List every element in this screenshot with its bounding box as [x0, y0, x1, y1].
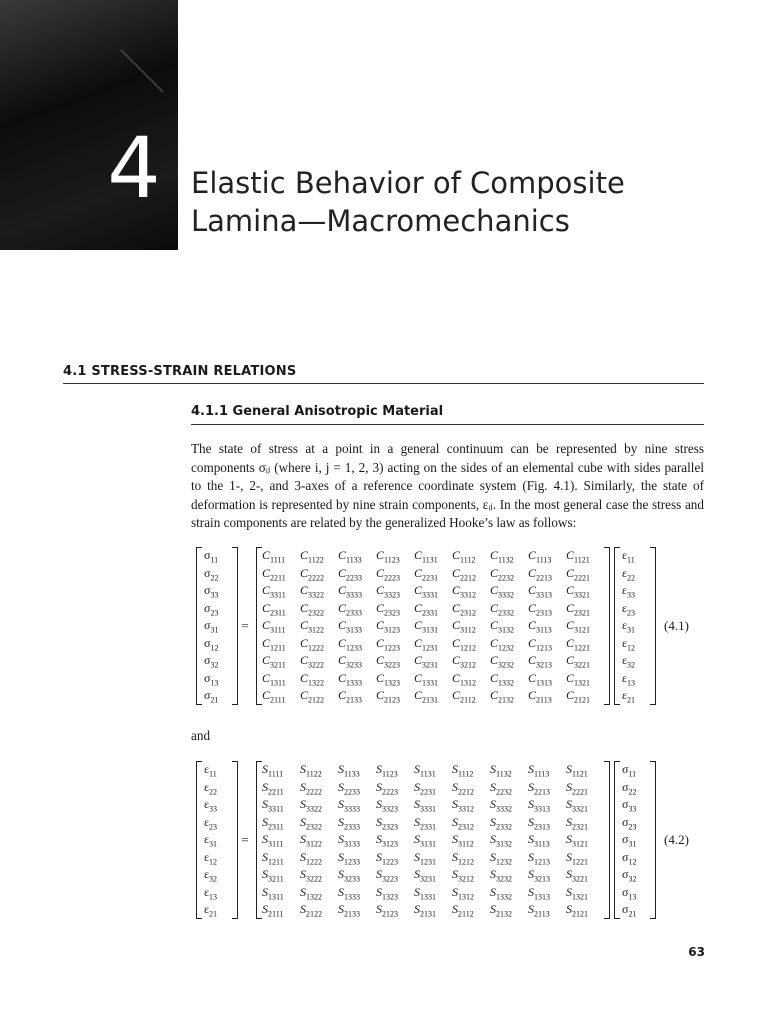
matrix-entry: $C_{1123}$ — [376, 548, 400, 565]
matrix-entry: $C_{3212}$ — [452, 653, 477, 670]
vector-entry: $\varepsilon_{23}$ — [622, 600, 636, 617]
matrix-entry: $S_{2123}$ — [376, 902, 398, 919]
matrix-entry: $S_{2322}$ — [300, 814, 322, 831]
matrix-entry: $S_{3323}$ — [376, 797, 398, 814]
matrix-entry: $C_{1322}$ — [300, 670, 325, 687]
matrix-entry: $S_{1231}$ — [414, 849, 436, 866]
vector-entry: $\varepsilon_{31}$ — [204, 832, 218, 849]
equation-4-1 — [196, 547, 708, 705]
vector-entry: $\sigma_{13}$ — [622, 884, 637, 901]
matrix-entry: $C_{1311}$ — [262, 670, 286, 687]
matrix-entry: $C_{1131}$ — [414, 548, 438, 565]
matrix-entry: $C_{3331}$ — [414, 583, 439, 600]
matrix-entry: $C_{1122}$ — [300, 548, 324, 565]
vector-entry: $\varepsilon_{31}$ — [622, 618, 636, 635]
matrix-entry: $C_{3111}$ — [262, 618, 286, 635]
equation-4-2 — [196, 761, 708, 919]
matrix-entry: $C_{1121}$ — [566, 548, 590, 565]
matrix-entry: $C_{2332}$ — [490, 600, 515, 617]
vector-entry: $\varepsilon_{13}$ — [622, 670, 636, 687]
matrix-entry: $C_{3312}$ — [452, 583, 477, 600]
matrix-entry: $S_{3331}$ — [414, 797, 436, 814]
matrix-entry: $C_{1221}$ — [566, 635, 591, 652]
matrix-entry: $C_{1212}$ — [452, 635, 477, 652]
matrix-entry: $S_{3111}$ — [262, 832, 284, 849]
chapter-title-line-2: Lamina—Macromechanics — [191, 204, 570, 238]
matrix-entry: $C_{1233}$ — [338, 635, 363, 652]
matrix-entry: $C_{2222}$ — [300, 565, 325, 582]
matrix-entry: $S_{1133}$ — [338, 762, 360, 779]
matrix-entry: $C_{1232}$ — [490, 635, 515, 652]
vector-entry: $\sigma_{33}$ — [622, 797, 637, 814]
vector-entry: $\sigma_{23}$ — [622, 814, 637, 831]
matrix-entry: $S_{1232}$ — [490, 849, 512, 866]
matrix-entry: $S_{2211}$ — [262, 779, 284, 796]
chapter-opener-block — [0, 0, 178, 250]
vector-entry: $\sigma_{31}$ — [204, 618, 219, 635]
matrix-entry: $S_{1223}$ — [376, 849, 398, 866]
matrix-entry: $C_{3332}$ — [490, 583, 515, 600]
vector-entry: $\sigma_{21}$ — [622, 902, 637, 919]
matrix-entry: $S_{1222}$ — [300, 849, 322, 866]
matrix-entry: $C_{3223}$ — [376, 653, 401, 670]
matrix-entry: $C_{2113}$ — [528, 688, 552, 705]
matrix-entry: $S_{3313}$ — [528, 797, 550, 814]
matrix-entry: $S_{1113}$ — [528, 762, 550, 779]
matrix-entry: $S_{1112}$ — [452, 762, 474, 779]
vector-entry: $\varepsilon_{23}$ — [204, 814, 218, 831]
vector-entry: $\varepsilon_{33}$ — [622, 583, 636, 600]
matrix-entry: $S_{2313}$ — [528, 814, 550, 831]
matrix-entry: $S_{2232}$ — [490, 779, 512, 796]
matrix-entry: $C_{3311}$ — [262, 583, 286, 600]
vector-entry: $\sigma_{12}$ — [204, 635, 219, 652]
matrix-entry: $C_{3323}$ — [376, 583, 401, 600]
vector-entry: $\sigma_{33}$ — [204, 583, 219, 600]
page-number: 63 — [688, 945, 705, 959]
vector-entry: $\sigma_{22}$ — [204, 565, 219, 582]
matrix-entry: $C_{2123}$ — [376, 688, 401, 705]
matrix-entry: $S_{1312}$ — [452, 884, 474, 901]
matrix-entry: $C_{3233}$ — [338, 653, 363, 670]
matrix-entry: $S_{1313}$ — [528, 884, 550, 901]
vector-entry: $\varepsilon_{12}$ — [622, 635, 636, 652]
stiffness-matrix — [256, 547, 610, 705]
matrix-entry: $S_{3321}$ — [566, 797, 588, 814]
vector-entry: $\sigma_{31}$ — [622, 832, 637, 849]
matrix-entry: $S_{1211}$ — [262, 849, 284, 866]
matrix-entry: $S_{2132}$ — [490, 902, 512, 919]
matrix-entry: $C_{3222}$ — [300, 653, 325, 670]
vector-entry: $\varepsilon_{33}$ — [204, 797, 218, 814]
matrix-entry: $C_{2133}$ — [338, 688, 363, 705]
matrix-entry: $C_{2333}$ — [338, 600, 363, 617]
stress-vector — [196, 547, 238, 705]
vector-entry: $\sigma_{32}$ — [204, 653, 219, 670]
matrix-entry: $S_{2221}$ — [566, 779, 588, 796]
matrix-entry: $C_{2231}$ — [414, 565, 439, 582]
vector-entry: $\sigma_{21}$ — [204, 688, 219, 705]
matrix-entry: $S_{2311}$ — [262, 814, 284, 831]
matrix-entry: $C_{2312}$ — [452, 600, 477, 617]
matrix-entry: $C_{2322}$ — [300, 600, 325, 617]
matrix-entry: $S_{1123}$ — [376, 762, 398, 779]
matrix-entry: $C_{3131}$ — [414, 618, 439, 635]
matrix-entry: $S_{1221}$ — [566, 849, 588, 866]
matrix-entry: $C_{1323}$ — [376, 670, 401, 687]
matrix-entry: $C_{1332}$ — [490, 670, 515, 687]
matrix-entry: $C_{3333}$ — [338, 583, 363, 600]
matrix-entry: $S_{2233}$ — [338, 779, 360, 796]
matrix-entry: $S_{1111}$ — [262, 762, 284, 779]
chapter-number: 4 — [107, 119, 161, 217]
matrix-entry: $C_{1333}$ — [338, 670, 363, 687]
section-heading: 4.1 STRESS-STRAIN RELATIONS — [63, 364, 704, 384]
matrix-entry: $C_{3121}$ — [566, 618, 591, 635]
matrix-entry: $S_{3132}$ — [490, 832, 512, 849]
matrix-entry: $S_{3223}$ — [376, 867, 398, 884]
vector-entry: $\varepsilon_{11}$ — [204, 762, 217, 779]
matrix-entry: $C_{1112}$ — [452, 548, 476, 565]
matrix-entry: $S_{3322}$ — [300, 797, 322, 814]
matrix-entry: $S_{2333}$ — [338, 814, 360, 831]
matrix-entry: $C_{3113}$ — [528, 618, 552, 635]
equals-sign: = — [241, 617, 249, 633]
vector-entry: $\varepsilon_{22}$ — [622, 565, 636, 582]
matrix-entry: $S_{1331}$ — [414, 884, 436, 901]
matrix-entry: $S_{2121}$ — [566, 902, 588, 919]
vector-entry: $\varepsilon_{32}$ — [622, 653, 636, 670]
matrix-entry: $C_{1231}$ — [414, 635, 439, 652]
matrix-entry: $S_{2213}$ — [528, 779, 550, 796]
matrix-entry: $S_{3233}$ — [338, 867, 360, 884]
matrix-entry: $C_{2121}$ — [566, 688, 591, 705]
matrix-entry: $C_{2323}$ — [376, 600, 401, 617]
matrix-entry: $S_{2113}$ — [528, 902, 550, 919]
matrix-entry: $S_{1233}$ — [338, 849, 360, 866]
matrix-entry: $C_{3322}$ — [300, 583, 325, 600]
matrix-entry: $C_{2111}$ — [262, 688, 286, 705]
vector-entry: $\varepsilon_{11}$ — [622, 548, 635, 565]
matrix-entry: $S_{1132}$ — [490, 762, 512, 779]
equation-number: (4.1) — [664, 617, 689, 633]
vector-entry: $\varepsilon_{32}$ — [204, 867, 218, 884]
matrix-entry: $C_{2122}$ — [300, 688, 325, 705]
strain-vector — [196, 761, 238, 919]
matrix-entry: $S_{3311}$ — [262, 797, 284, 814]
matrix-entry: $C_{1331}$ — [414, 670, 439, 687]
vector-entry: $\sigma_{23}$ — [204, 600, 219, 617]
vector-entry: $\sigma_{12}$ — [622, 849, 637, 866]
matrix-entry: $S_{2133}$ — [338, 902, 360, 919]
matrix-entry: $C_{1213}$ — [528, 635, 553, 652]
matrix-entry: $S_{3213}$ — [528, 867, 550, 884]
matrix-entry: $C_{1222}$ — [300, 635, 325, 652]
compliance-matrix — [256, 761, 610, 919]
matrix-entry: $C_{2331}$ — [414, 600, 439, 617]
matrix-entry: $C_{2131}$ — [414, 688, 439, 705]
matrix-entry: $S_{3232}$ — [490, 867, 512, 884]
matrix-entry: $S_{3133}$ — [338, 832, 360, 849]
vector-entry: $\sigma_{22}$ — [622, 779, 637, 796]
matrix-entry: $S_{2323}$ — [376, 814, 398, 831]
matrix-entry: $S_{1323}$ — [376, 884, 398, 901]
matrix-entry: $S_{2122}$ — [300, 902, 322, 919]
strain-vector — [614, 547, 656, 705]
matrix-entry: $S_{3131}$ — [414, 832, 436, 849]
chapter-title-line-1: Elastic Behavior of Composite — [191, 166, 625, 200]
matrix-entry: $S_{3231}$ — [414, 867, 436, 884]
matrix-entry: $S_{3312}$ — [452, 797, 474, 814]
vector-entry: $\sigma_{13}$ — [204, 670, 219, 687]
matrix-entry: $S_{3222}$ — [300, 867, 322, 884]
matrix-entry: $C_{1321}$ — [566, 670, 591, 687]
matrix-entry: $C_{2212}$ — [452, 565, 477, 582]
matrix-entry: $S_{2332}$ — [490, 814, 512, 831]
matrix-entry: $C_{1133}$ — [338, 548, 362, 565]
matrix-entry: $C_{2311}$ — [262, 600, 286, 617]
matrix-entry: $S_{3332}$ — [490, 797, 512, 814]
matrix-entry: $C_{3213}$ — [528, 653, 553, 670]
matrix-entry: $C_{3132}$ — [490, 618, 515, 635]
matrix-entry: $C_{2132}$ — [490, 688, 515, 705]
matrix-entry: $C_{1113}$ — [528, 548, 552, 565]
matrix-entry: $C_{1111}$ — [262, 548, 286, 565]
body-paragraph: The state of stress at a point in a general continuum can be represented by nine stress components σᵢⱼ (where i, j = 1, 2, 3) acting on the sides of an elemental cube with sides parallel to the 1-, 2-, and 3-axes of a reference coordinate system (Fig. 4.1). Similarly, the state of deformation is represented by nine strain components, εᵢⱼ. In the most general case the stress and strain components are related by the generalized Hooke’s law as follows: — [191, 441, 704, 531]
matrix-entry: $C_{2321}$ — [566, 600, 591, 617]
matrix-entry: $S_{2231}$ — [414, 779, 436, 796]
vector-entry: $\varepsilon_{13}$ — [204, 884, 218, 901]
matrix-entry: $S_{3212}$ — [452, 867, 474, 884]
vector-entry: $\varepsilon_{21}$ — [204, 902, 218, 919]
vector-entry: $\sigma_{11}$ — [622, 762, 637, 779]
matrix-entry: $C_{3231}$ — [414, 653, 439, 670]
matrix-entry: $C_{3313}$ — [528, 583, 553, 600]
matrix-entry: $S_{3122}$ — [300, 832, 322, 849]
matrix-entry: $C_{2223}$ — [376, 565, 401, 582]
matrix-entry: $S_{3333}$ — [338, 797, 360, 814]
matrix-entry: $C_{1132}$ — [490, 548, 514, 565]
matrix-entry: $C_{3321}$ — [566, 583, 591, 600]
connector-word: and — [191, 728, 211, 743]
matrix-entry: $C_{1223}$ — [376, 635, 401, 652]
matrix-entry: $C_{3112}$ — [452, 618, 476, 635]
matrix-entry: $S_{3112}$ — [452, 832, 474, 849]
matrix-entry: $S_{2112}$ — [452, 902, 474, 919]
matrix-entry: $S_{1122}$ — [300, 762, 322, 779]
subsection-heading: 4.1.1 General Anisotropic Material — [191, 404, 704, 425]
matrix-entry: $C_{2313}$ — [528, 600, 553, 617]
matrix-entry: $S_{1121}$ — [566, 762, 588, 779]
chapter-title — [191, 164, 731, 240]
vector-entry: $\sigma_{32}$ — [622, 867, 637, 884]
matrix-entry: $S_{1212}$ — [452, 849, 474, 866]
matrix-entry: $C_{3232}$ — [490, 653, 515, 670]
matrix-entry: $C_{2233}$ — [338, 565, 363, 582]
equals-sign: = — [241, 831, 249, 847]
matrix-entry: $C_{3221}$ — [566, 653, 591, 670]
vector-entry: $\varepsilon_{22}$ — [204, 779, 218, 796]
matrix-entry: $S_{1322}$ — [300, 884, 322, 901]
matrix-entry: $S_{1131}$ — [414, 762, 436, 779]
matrix-entry: $C_{2213}$ — [528, 565, 553, 582]
matrix-entry: $S_{2212}$ — [452, 779, 474, 796]
matrix-entry: $C_{1313}$ — [528, 670, 553, 687]
matrix-entry: $S_{1332}$ — [490, 884, 512, 901]
matrix-entry: $S_{1333}$ — [338, 884, 360, 901]
matrix-entry: $S_{3123}$ — [376, 832, 398, 849]
matrix-entry: $S_{3221}$ — [566, 867, 588, 884]
matrix-entry: $S_{2131}$ — [414, 902, 436, 919]
matrix-entry: $C_{2232}$ — [490, 565, 515, 582]
matrix-entry: $C_{1312}$ — [452, 670, 477, 687]
matrix-entry: $S_{1311}$ — [262, 884, 284, 901]
matrix-entry: $C_{3123}$ — [376, 618, 401, 635]
matrix-entry: $S_{3211}$ — [262, 867, 284, 884]
matrix-entry: $S_{3121}$ — [566, 832, 588, 849]
matrix-entry: $S_{2312}$ — [452, 814, 474, 831]
matrix-entry: $C_{3133}$ — [338, 618, 363, 635]
matrix-entry: $S_{2321}$ — [566, 814, 588, 831]
vector-entry: $\varepsilon_{12}$ — [204, 849, 218, 866]
matrix-entry: $S_{3113}$ — [528, 832, 550, 849]
matrix-entry: $C_{2112}$ — [452, 688, 476, 705]
matrix-entry: $S_{1321}$ — [566, 884, 588, 901]
matrix-entry: $C_{2211}$ — [262, 565, 286, 582]
matrix-entry: $C_{3211}$ — [262, 653, 286, 670]
vector-entry: $\varepsilon_{21}$ — [622, 688, 636, 705]
matrix-entry: $S_{2222}$ — [300, 779, 322, 796]
matrix-entry: $S_{2111}$ — [262, 902, 284, 919]
matrix-entry: $S_{2331}$ — [414, 814, 436, 831]
vector-entry: $\sigma_{11}$ — [204, 548, 219, 565]
decorative-glint — [120, 49, 164, 93]
matrix-entry: $C_{3122}$ — [300, 618, 325, 635]
matrix-entry: $C_{1211}$ — [262, 635, 286, 652]
matrix-entry: $S_{1213}$ — [528, 849, 550, 866]
matrix-entry: $C_{2221}$ — [566, 565, 591, 582]
stress-vector — [614, 761, 656, 919]
matrix-entry: $S_{2223}$ — [376, 779, 398, 796]
equation-number: (4.2) — [664, 831, 689, 847]
